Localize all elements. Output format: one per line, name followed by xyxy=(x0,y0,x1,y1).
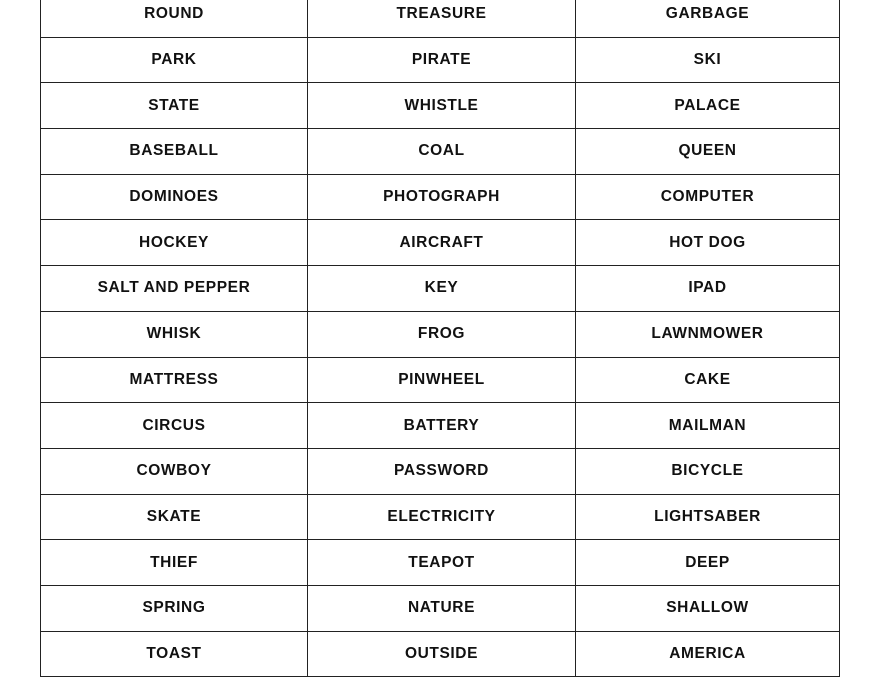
word-cell: LIGHTSABER xyxy=(576,494,840,540)
word-cell: QUEEN xyxy=(576,129,840,175)
table-row xyxy=(41,585,840,631)
word-cell: WHISK xyxy=(41,311,308,357)
word-cell: AIRCRAFT xyxy=(308,220,576,266)
word-cell: IPAD xyxy=(576,266,840,312)
word-cell: GARBAGE xyxy=(576,0,840,37)
word-cell: TREASURE xyxy=(308,0,576,37)
word-cell: PASSWORD xyxy=(308,448,576,494)
table-row xyxy=(41,266,840,312)
table-row xyxy=(41,448,840,494)
word-cell: SKI xyxy=(576,37,840,83)
word-cell: SPRING xyxy=(41,585,308,631)
word-cell: PIRATE xyxy=(308,37,576,83)
word-cell: STATE xyxy=(41,83,308,129)
table-row xyxy=(41,311,840,357)
table-row xyxy=(41,174,840,220)
word-cell: NATURE xyxy=(308,585,576,631)
word-cell: LAWNMOWER xyxy=(576,311,840,357)
table-row xyxy=(41,83,840,129)
word-cell: MATTRESS xyxy=(41,357,308,403)
word-cell: PARK xyxy=(41,37,308,83)
table-row xyxy=(41,403,840,449)
word-cell: MAILMAN xyxy=(576,403,840,449)
word-cell: DEEP xyxy=(576,540,840,586)
word-cell: CAKE xyxy=(576,357,840,403)
table-row xyxy=(41,37,840,83)
word-cell: COWBOY xyxy=(41,448,308,494)
table-row xyxy=(41,357,840,403)
table-row xyxy=(41,494,840,540)
word-cell: AMERICA xyxy=(576,631,840,677)
word-cell: PINWHEEL xyxy=(308,357,576,403)
word-cell: ELECTRICITY xyxy=(308,494,576,540)
word-cell: SKATE xyxy=(41,494,308,540)
word-cell: PHOTOGRAPH xyxy=(308,174,576,220)
word-cell: SALT AND PEPPER xyxy=(41,266,308,312)
word-cell: THIEF xyxy=(41,540,308,586)
word-cell: COAL xyxy=(308,129,576,175)
word-cell: KEY xyxy=(308,266,576,312)
word-cell: HOCKEY xyxy=(41,220,308,266)
table-row xyxy=(41,220,840,266)
word-table xyxy=(40,0,840,677)
table-row xyxy=(41,0,840,37)
word-cell: FROG xyxy=(308,311,576,357)
word-cell: CIRCUS xyxy=(41,403,308,449)
word-cell: BICYCLE xyxy=(576,448,840,494)
word-cell: PALACE xyxy=(576,83,840,129)
table-row xyxy=(41,129,840,175)
word-cell: SHALLOW xyxy=(576,585,840,631)
word-cell: HOT DOG xyxy=(576,220,840,266)
word-cell: OUTSIDE xyxy=(308,631,576,677)
word-cell: TEAPOT xyxy=(308,540,576,586)
word-cell: ROUND xyxy=(41,0,308,37)
word-cell: DOMINOES xyxy=(41,174,308,220)
word-cell: BATTERY xyxy=(308,403,576,449)
word-cell: BASEBALL xyxy=(41,129,308,175)
word-cell: COMPUTER xyxy=(576,174,840,220)
table-row xyxy=(41,631,840,677)
word-cell: WHISTLE xyxy=(308,83,576,129)
table-row xyxy=(41,540,840,586)
word-cell: TOAST xyxy=(41,631,308,677)
